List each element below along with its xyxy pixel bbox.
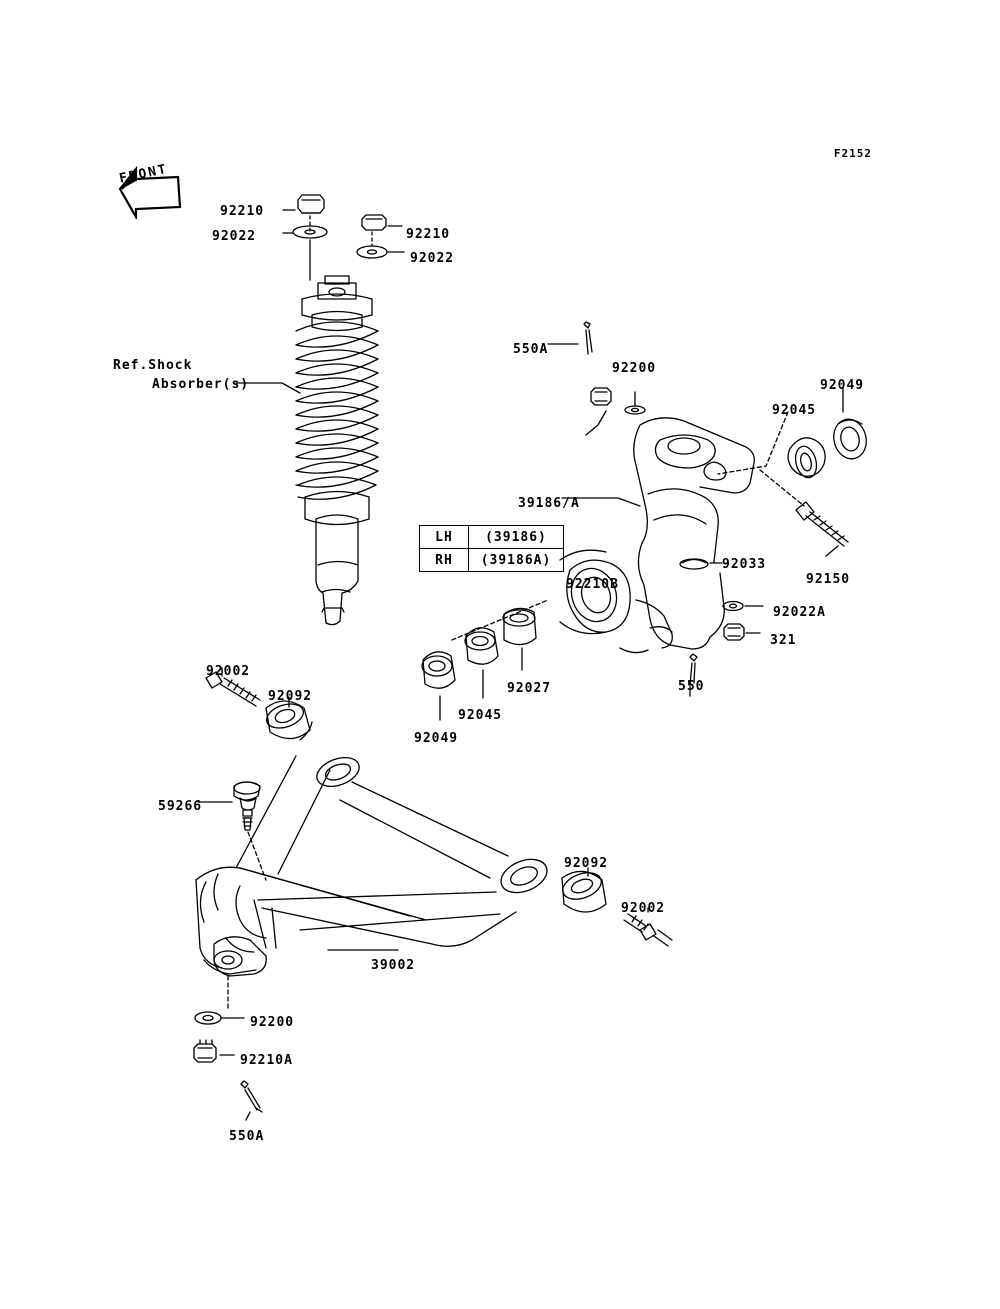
callout-321: 321 <box>770 633 797 648</box>
part-92049-seal-upper-right <box>830 416 871 463</box>
hand-table-side-lh: LH <box>420 526 469 549</box>
part-92210-top-nut <box>298 195 324 213</box>
callout-92022-second: 92022 <box>410 251 455 266</box>
callout-92092-right: 92092 <box>564 856 609 871</box>
callout-92022A: 92022A <box>773 605 826 620</box>
callout-59266: 59266 <box>158 799 203 814</box>
part-92200-washer-upper <box>625 406 645 414</box>
table-row <box>420 526 564 549</box>
part-39002-control-arm <box>196 752 552 976</box>
part-92022A-washer <box>723 602 743 611</box>
callout-92092-upper: 92092 <box>268 689 313 704</box>
part-92210-second-nut <box>362 215 386 230</box>
callout-92049-left: 92049 <box>414 731 459 746</box>
table-row <box>420 549 564 572</box>
callout-92027: 92027 <box>507 681 552 696</box>
part-92027-collar <box>503 608 536 644</box>
part-550A-cotter-pin-lower <box>241 1081 262 1112</box>
part-92092-bushing-upper <box>264 700 312 740</box>
part-92049-seal-left <box>422 652 455 688</box>
callout-92210A: 92210A <box>240 1053 293 1068</box>
front-label: FRONT <box>118 161 170 187</box>
leader-92150 <box>826 546 838 556</box>
part-92022-top-washer <box>293 226 327 238</box>
part-shock-absorber <box>296 240 378 625</box>
callout-92033: 92033 <box>722 557 767 572</box>
tieline-balljoint-arm <box>248 832 266 880</box>
part-92033-circlip <box>680 559 708 569</box>
part-92210A-castle-nut <box>194 1040 216 1062</box>
ref-shock-absorber-note-line2: Absorber(s) <box>152 377 250 392</box>
part-92022-second-washer <box>357 246 387 258</box>
callout-92210-second: 92210 <box>406 227 451 242</box>
part-92150-bolt <box>796 502 848 546</box>
hand-table-side-rh: RH <box>420 549 469 572</box>
part-59266-ball-joint <box>234 782 260 830</box>
part-92092-bushing-right <box>559 868 606 912</box>
callout-550: 550 <box>678 679 705 694</box>
part-39186-knuckle <box>560 418 754 653</box>
leader-92045-right <box>718 412 788 474</box>
part-550A-cotter-pin-upper <box>584 322 592 354</box>
callout-92210-top: 92210 <box>220 204 265 219</box>
leader-550A-lower <box>246 1112 250 1120</box>
figure-code: F2152 <box>833 147 872 160</box>
callout-550A-upper: 550A <box>513 342 549 357</box>
callout-92150: 92150 <box>806 572 851 587</box>
part-92002-bolt-right <box>624 914 672 946</box>
hand-table-part-rh: (39186A) <box>469 549 564 572</box>
callout-92200-upper: 92200 <box>612 361 657 376</box>
part-92045-bearing-upper-right <box>788 438 825 480</box>
tieline-92045-92150 <box>760 470 804 506</box>
callout-39002: 39002 <box>371 958 416 973</box>
hand-table-part-lh: (39186) <box>469 526 564 549</box>
callout-92210B: 92210B <box>566 577 619 592</box>
hand-variant-table <box>419 525 564 572</box>
callout-92049-right: 92049 <box>820 378 865 393</box>
callout-92022-top: 92022 <box>212 229 257 244</box>
callout-92002-upper: 92002 <box>206 664 251 679</box>
leader-92210B <box>586 411 606 435</box>
part-321-nut <box>724 624 744 640</box>
part-92200-washer-lower <box>195 1012 221 1024</box>
tieline-bearings-hub <box>452 600 548 640</box>
callout-92045-left: 92045 <box>458 708 503 723</box>
callout-92045-right: 92045 <box>772 403 817 418</box>
ref-shock-absorber-note-line1: Ref.Shock <box>113 358 193 373</box>
callout-92002-right: 92002 <box>621 901 666 916</box>
callout-39186: 39186/A <box>518 496 580 511</box>
callout-92200-lower: 92200 <box>250 1015 295 1030</box>
part-92210B-castle-nut <box>591 388 611 405</box>
part-92045-bearing-left <box>465 628 498 664</box>
callout-550A-lower: 550A <box>229 1129 265 1144</box>
